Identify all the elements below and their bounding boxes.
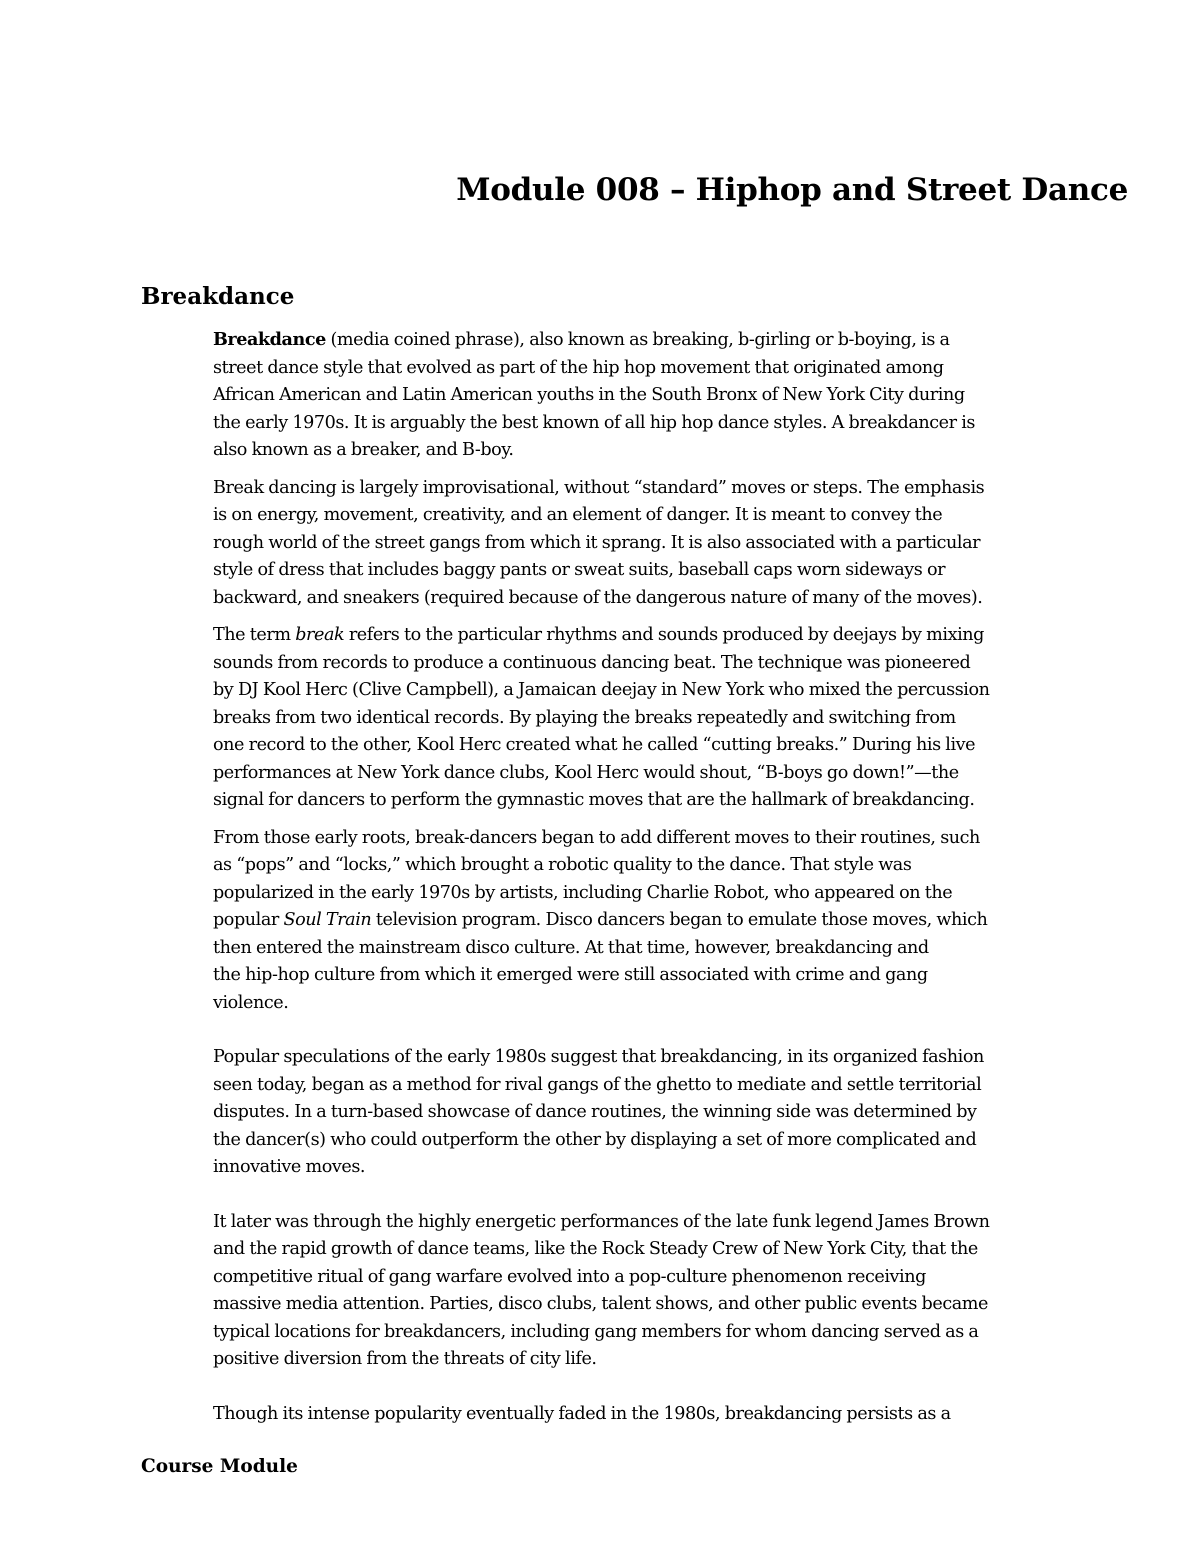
text-segment: sounds from records to produce a continuous dancing beat. The technique was pioneered <box>213 652 971 673</box>
text-line <box>213 760 1148 788</box>
text-segment: breaks from two identical records. By playing the breaks repeatedly and switching from <box>213 707 956 728</box>
text-segment: by DJ Kool Herc (Clive Campbell), a Jamaican deejay in New York who mixed the percussion <box>213 680 990 700</box>
text-line <box>213 557 1148 585</box>
text-segment: the dancer(s) who could outperform the other by displaying a set of more complicated and <box>213 1129 977 1150</box>
text-segment: style of dress that includes baggy pants or sweat suits, baseball caps worn sideways or <box>213 560 946 580</box>
text-segment: rough world of the street gangs from which it sprang. It is also associated with a particular <box>213 532 981 553</box>
paragraph <box>213 1209 1148 1374</box>
italic-text: Soul Train <box>283 910 372 930</box>
text-segment: performances at New York dance clubs, Kool Herc would shout, “B-boys go down!”—the <box>213 762 959 783</box>
text-line <box>213 1072 1148 1100</box>
text-segment: backward, and sneakers (required because of the dangerous nature of many of the moves). <box>213 587 983 608</box>
text-segment: From those early roots, break-dancers began to add different moves to their routines, such <box>213 827 980 848</box>
text-line <box>213 962 1148 990</box>
paragraph <box>213 1401 1148 1429</box>
text-line <box>213 530 1148 558</box>
text-segment: African American and Latin American youths in the South Bronx of New York City during <box>213 385 965 405</box>
text-segment: innovative moves. <box>213 1157 366 1177</box>
text-segment: signal for dancers to perform the gymnastic moves that are the hallmark of breakdancing. <box>213 790 975 810</box>
text-segment: Though its intense popularity eventually faded in the 1980s, breakdancing persists as a <box>213 1403 951 1424</box>
text-segment: and the rapid growth of dance teams, like the Rock Steady Crew of New York City, that the <box>213 1239 978 1259</box>
text-line <box>213 1044 1148 1072</box>
text-segment: also known as a breaker, and B-boy. <box>213 440 514 460</box>
text-segment: It later was through the highly energetic performances of the late funk legend James Brown <box>213 1211 990 1232</box>
text-line <box>213 907 1148 935</box>
text-segment: typical locations for breakdancers, including gang members for whom dancing served as a <box>213 1321 979 1342</box>
text-segment: street dance style that evolved as part of the hip hop movement that originated among <box>213 357 944 378</box>
text-line <box>213 1209 1148 1237</box>
text-line <box>213 1099 1148 1127</box>
text-segment: disputes. In a turn-based showcase of dance routines, the winning side was determined by <box>213 1102 977 1122</box>
text-line <box>213 880 1148 908</box>
text-line <box>213 677 1148 705</box>
text-segment: as “pops” and “locks,” which brought a robotic quality to the dance. That style was <box>213 855 912 875</box>
paragraph <box>213 1044 1148 1182</box>
text-line <box>213 410 1148 438</box>
text-segment: one record to the other, Kool Herc created what he called “cutting breaks.” During his live <box>213 735 976 755</box>
text-line <box>213 622 1148 650</box>
text-segment: (media coined phrase), also known as breaking, b-girling or b-boying, is a <box>325 330 950 350</box>
text-line <box>213 1401 1148 1429</box>
text-line <box>213 475 1148 503</box>
text-line <box>213 787 1148 815</box>
text-line <box>213 732 1148 760</box>
text-line <box>213 1154 1148 1182</box>
text-line <box>213 650 1148 678</box>
text-segment: popular <box>213 910 284 930</box>
text-line <box>213 990 1148 1018</box>
footer-course-module: Course Module <box>141 1456 298 1477</box>
text-segment: Popular speculations of the early 1980s suggest that breakdancing, in its organized fashion <box>213 1047 984 1067</box>
body-text <box>213 326 1148 1438</box>
text-line <box>213 502 1148 530</box>
text-line <box>213 1319 1148 1347</box>
bold-text: Breakdance <box>213 329 326 350</box>
text-line <box>213 935 1148 963</box>
module-title: Module 008 – Hiphop and Street Dance <box>456 172 1128 208</box>
text-line <box>213 382 1148 410</box>
text-segment: the hip-hop culture from which it emerged were still associated with crime and gang <box>213 965 928 985</box>
text-line <box>213 1127 1148 1155</box>
text-line <box>213 437 1148 465</box>
text-line <box>213 1264 1148 1292</box>
text-segment: is on energy, movement, creativity, and an element of danger. It is meant to convey the <box>213 505 943 525</box>
text-line <box>213 825 1148 853</box>
paragraph <box>213 825 1148 1018</box>
text-line <box>213 705 1148 733</box>
section-heading-breakdance: Breakdance <box>141 283 295 310</box>
text-segment: positive diversion from the threats of city life. <box>213 1349 597 1369</box>
text-segment: popularized in the early 1970s by artists, including Charlie Robot, who appeared on the <box>213 882 953 903</box>
text-line <box>213 326 1148 355</box>
text-segment: competitive ritual of gang warfare evolved into a pop-culture phenomenon receiving <box>213 1266 926 1287</box>
text-segment: massive media attention. Parties, disco clubs, talent shows, and other public events became <box>213 1294 988 1314</box>
text-line <box>213 852 1148 880</box>
text-segment: The term <box>213 625 296 645</box>
paragraph <box>213 475 1148 613</box>
text-segment: the early 1970s. It is arguably the best known of all hip hop dance styles. A breakdancer is <box>213 412 975 433</box>
text-line <box>213 355 1148 383</box>
text-line <box>213 1291 1148 1319</box>
text-segment: Break dancing is largely improvisational, without “standard” moves or steps. The emphasis <box>213 477 985 498</box>
italic-text: break <box>295 625 345 645</box>
paragraph <box>213 622 1148 815</box>
text-segment: seen today, began as a method for rival gangs of the ghetto to mediate and settle territorial <box>213 1074 982 1095</box>
text-segment: then entered the mainstream disco culture. At that time, however, breakdancing and <box>213 937 929 958</box>
text-segment: refers to the particular rhythms and sounds produced by deejays by mixing <box>344 625 984 645</box>
text-segment: violence. <box>213 992 289 1013</box>
paragraph <box>213 326 1148 465</box>
text-line <box>213 1236 1148 1264</box>
text-line <box>213 1346 1148 1374</box>
text-line <box>213 585 1148 613</box>
text-segment: television program. Disco dancers began to emulate those moves, which <box>371 910 988 930</box>
